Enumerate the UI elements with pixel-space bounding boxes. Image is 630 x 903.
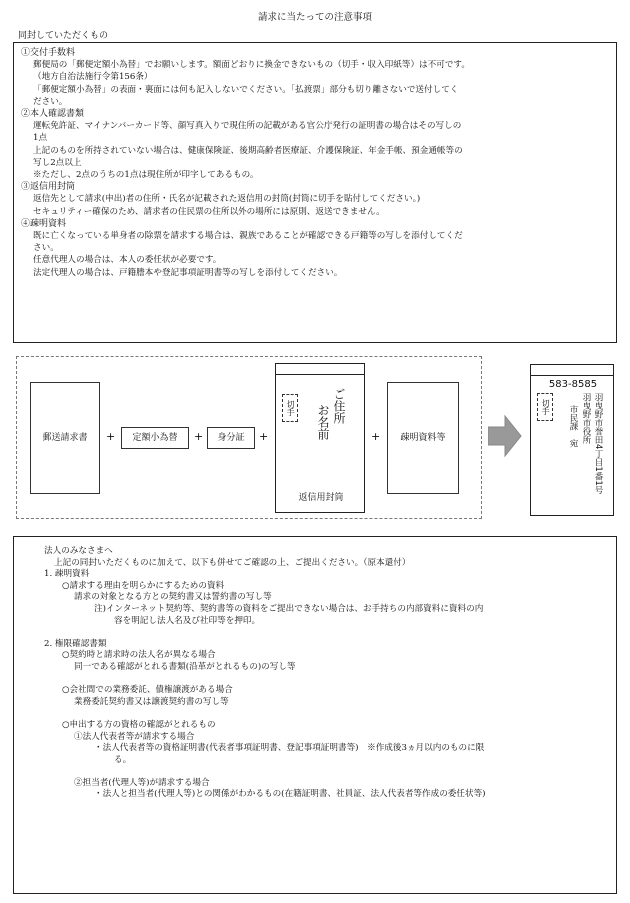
corporate-s1-title: 1. 疎明資料 bbox=[44, 569, 90, 580]
destination-envelope bbox=[530, 364, 614, 516]
request-form-label: 郵送請求書 bbox=[42, 432, 88, 443]
corporate-lead: 上記の同封いただくものに加えて、以下も併せてご確認の上、ご提出ください。（原本還付） bbox=[54, 557, 411, 568]
evidence-docs-label: 疎明資料等 bbox=[400, 432, 446, 443]
evidence-line-1: 既に亡くなっている単身者の除票を請求する場合は、親族であることが確認できる戸籍等の写しを添付してくだ bbox=[33, 231, 463, 242]
corporate-box bbox=[13, 536, 617, 894]
destination-section: 市民課 宛 bbox=[568, 405, 578, 448]
money-order-label: 定額小為替 bbox=[132, 432, 178, 443]
evidence-line-4: 法定代理人の場合は、戸籍謄本や登記事項証明書等の写しを添付してください。 bbox=[33, 267, 343, 278]
corporate-heading: 法人のみなさまへ bbox=[44, 546, 113, 556]
corporate-s1-note1: 注)インターネット契約等、契約書等の資料をご提出できない場合は、お手持ちの内部資料に資料の内 bbox=[94, 603, 484, 614]
envelope-flap bbox=[530, 364, 614, 376]
envelope-address: ご住所 bbox=[332, 388, 346, 424]
destination-office: 羽曳野市役所 bbox=[581, 393, 591, 444]
corporate-s2-c1: ①法人代表者等が請求する場合 bbox=[74, 731, 195, 742]
evidence-line-2: さい。 bbox=[33, 243, 59, 254]
envelope-line-2: セキュリティー確保のため、請求者の住民票の住所以外の場所には原則、返送できません。 bbox=[33, 206, 385, 217]
corporate-s2-b1: 業務委託契約書又は譲渡契約書の写し等 bbox=[74, 696, 229, 707]
id-line-4: 写し2点以上 bbox=[33, 157, 82, 168]
corporate-s2-c1b: る。 bbox=[114, 754, 132, 765]
evidence-line-3: 任意代理人の場合は、本人の委任状が必要です。 bbox=[33, 255, 222, 266]
fee-line-4: ださい。 bbox=[33, 96, 68, 107]
corporate-s2-title: 2. 権限確認書類 bbox=[44, 638, 107, 649]
envelope-line-1: 返信先として請求(申出)者の住所・氏名が記載された返信用の封筒(封筒に切手を貼付してください。) bbox=[33, 194, 421, 205]
enclosure-heading: 同封していただくもの bbox=[18, 31, 109, 41]
id-line-3: 上記のものを所持されていない場合は、健康保険証、後期高齢者医療証、介護保険証、年金手帳、預金通帳等の bbox=[33, 145, 463, 156]
fee-line-1: 郵便局の「郵便定額小為替」でお願いします。額面どおりに換金できないもの（切手・収入印紙等）は不可です。 bbox=[33, 60, 470, 71]
corporate-s1-b: 請求の対象となる方との契約書又は誓約書の写し等 bbox=[74, 592, 272, 603]
section-envelope-heading: ③返信用封筒 bbox=[21, 182, 76, 193]
postal-code: 583-8585 bbox=[548, 379, 598, 390]
stamp-box: 切手 bbox=[537, 393, 553, 421]
section-evidence-heading: ④疎明資料 bbox=[21, 218, 67, 229]
enclosure-diagram bbox=[16, 356, 482, 519]
corporate-s2-a1: 同一である確認がとれる書類(沿革がとれるもの)の写し等 bbox=[74, 661, 296, 672]
request-form-box bbox=[30, 382, 100, 494]
page-title: 請求に当たっての注意事項 bbox=[257, 12, 372, 23]
corporate-s2-b: ○会社間での業務委託、債権譲渡がある場合 bbox=[62, 685, 233, 696]
money-order-box bbox=[121, 427, 189, 449]
section-id-heading: ②本人確認書類 bbox=[21, 109, 85, 120]
stamp-box: 切手 bbox=[282, 394, 298, 422]
destination-address: 羽曳野市誉田4丁目1番1号 bbox=[593, 393, 603, 495]
corporate-s1-a: ○請求する理由を明らかにするための資料 bbox=[62, 580, 225, 591]
section-fee-heading: ①交付手数料 bbox=[21, 48, 76, 58]
envelope-flap bbox=[275, 363, 365, 375]
fee-line-2: （地方自治法施行令第156条） bbox=[33, 72, 153, 83]
return-envelope bbox=[275, 363, 365, 513]
id-line-1: 運転免許証、マイナンバーカード等、顔写真入りで現住所の記載がある官公庁発行の証明書の場合はその写しの bbox=[33, 121, 462, 132]
envelope-label: 返信用封筒 bbox=[298, 492, 344, 503]
plus-sign: + bbox=[194, 430, 204, 443]
corporate-s1-note2: 容を明記し法人名及び社印等を押印。 bbox=[114, 615, 261, 626]
enclosure-box bbox=[13, 42, 617, 343]
plus-sign: + bbox=[371, 430, 381, 443]
plus-sign: + bbox=[106, 430, 116, 443]
id-document-label: 身分証 bbox=[217, 432, 245, 443]
id-document-box bbox=[207, 427, 255, 449]
id-line-5: ※ただし、2点のうちの1点は現住所が印字してあるもの。 bbox=[33, 170, 259, 181]
corporate-s2-c2a: ・法人と担当者(代理人等)との関係がわかるもの(在籍証明書、社員証、法人代表者等作成の委任状等) bbox=[94, 789, 486, 800]
id-line-2: 1点 bbox=[33, 133, 48, 144]
plus-sign: + bbox=[259, 430, 269, 443]
evidence-docs-box bbox=[387, 382, 459, 494]
corporate-s2-a: ○契約時と請求時の法人名が異なる場合 bbox=[62, 650, 216, 661]
corporate-s2-c2: ②担当者(代理人等)が請求する場合 bbox=[74, 777, 210, 788]
arrow-right-icon bbox=[488, 414, 522, 458]
corporate-s2-c1a: ・法人代表者等の資格証明書(代表者事項証明書、登記事項証明書等) ※作成後3ヵ月以内のものに限 bbox=[94, 743, 485, 754]
envelope-name: お名前 bbox=[316, 404, 330, 440]
fee-line-3: 「郵便定額小為替」の表面・裏面には何も記入しないでください。「払渡票」部分も切り離さないで送付してく bbox=[33, 84, 459, 95]
corporate-s2-c: ○申出する方の資格の確認がとれるもの bbox=[62, 719, 216, 730]
